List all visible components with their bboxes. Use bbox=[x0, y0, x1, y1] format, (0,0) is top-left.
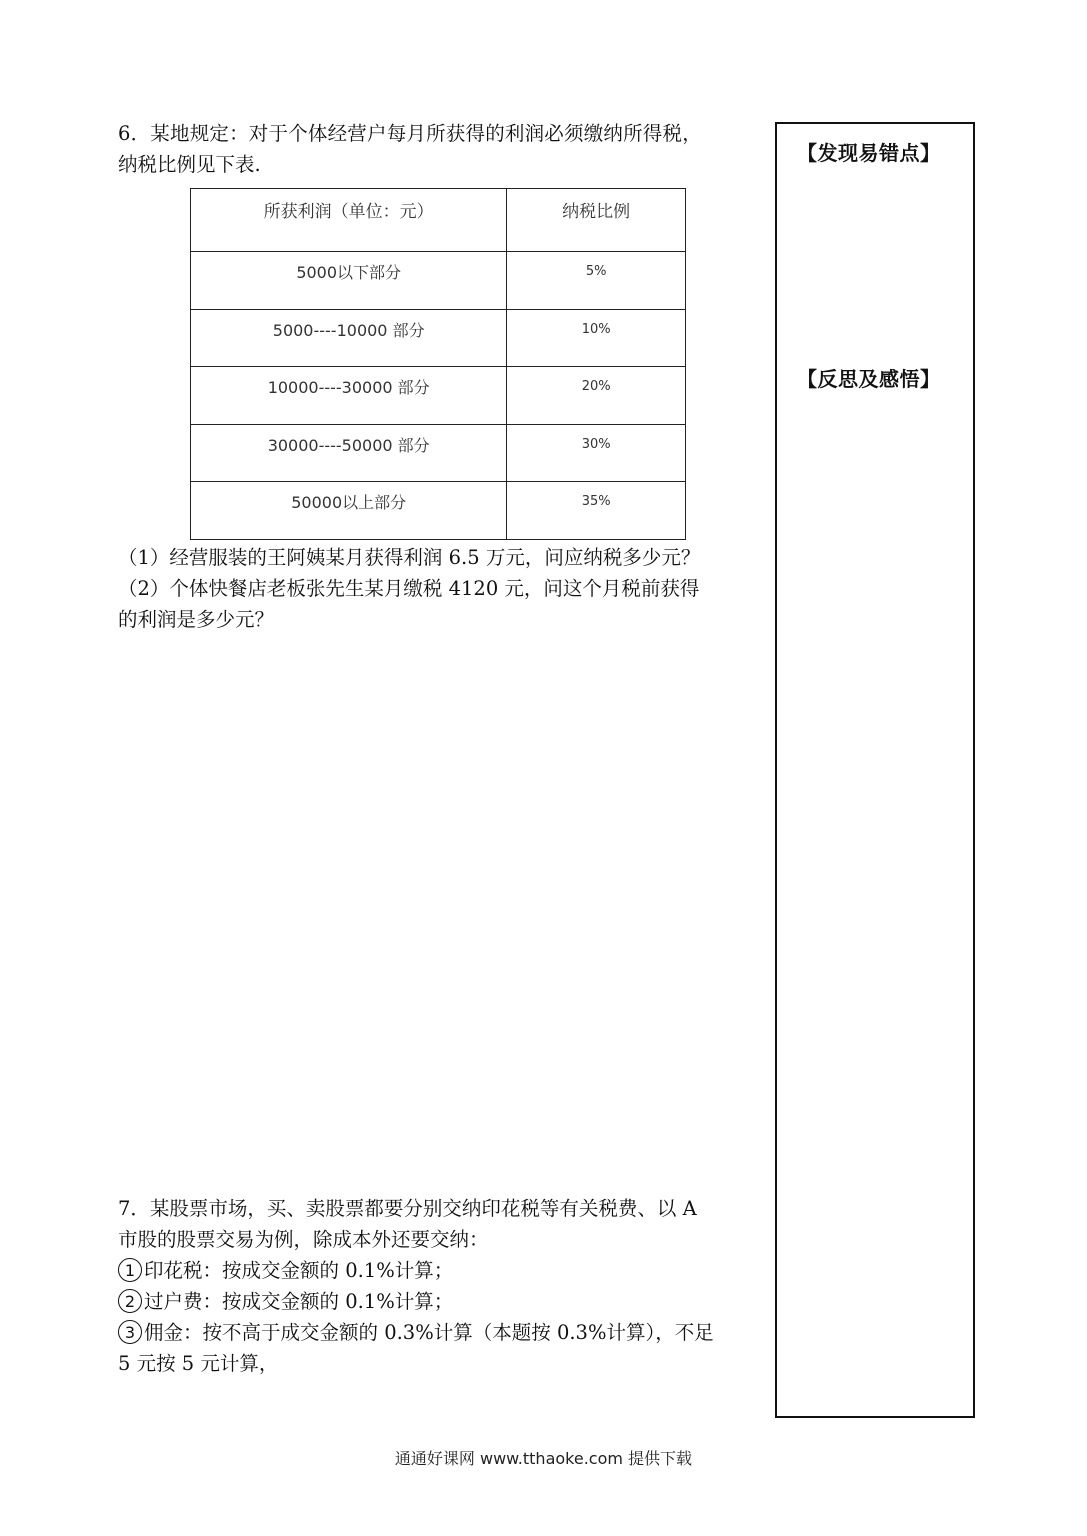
sidebar-heading-reflection: 【反思及感悟】 bbox=[797, 367, 941, 391]
table-row bbox=[191, 424, 686, 482]
page-footer: 通通好课网 www.tthaoke.com 提供下载 bbox=[394, 1449, 693, 1468]
circled-number-3: 3 bbox=[118, 1320, 142, 1344]
table-row bbox=[191, 482, 686, 540]
sidebar-heading-mistakes: 【发现易错点】 bbox=[797, 141, 941, 165]
question-7-last-line: 5 元按 5 元计算， bbox=[118, 1352, 279, 1375]
table-cell-bracket: 30000----50000 部分 bbox=[191, 424, 507, 482]
fee-item-text: 佣金：按不高于成交金额的 0.3%计算（本题按 0.3%计算），不足 bbox=[144, 1321, 714, 1344]
question-7-line-1: 7．某股票市场，买、卖股票都要分别交纳印花税等有关税费、以 A bbox=[118, 1197, 697, 1220]
fee-item-text: 印花税：按成交金额的 0.1%计算； bbox=[144, 1259, 454, 1282]
circled-number-2: 2 bbox=[118, 1289, 142, 1313]
question-7-line-2: 市股的股票交易为例，除成本外还要交纳： bbox=[118, 1228, 489, 1251]
table-cell-bracket: 50000以上部分 bbox=[191, 482, 507, 540]
table-row bbox=[191, 367, 686, 425]
tax-rate-table bbox=[190, 188, 686, 540]
notes-sidebar bbox=[775, 122, 975, 1418]
table-cell-bracket: 5000----10000 部分 bbox=[191, 309, 507, 367]
circled-number-1: 1 bbox=[118, 1258, 142, 1282]
table-header-profit: 所获利润（单位：元） bbox=[191, 189, 507, 252]
question-6-subquestions bbox=[118, 542, 758, 635]
table-row bbox=[191, 309, 686, 367]
subquestion-2-line-2: 的利润是多少元？ bbox=[118, 608, 275, 631]
subquestion-1: （1）经营服装的王阿姨某月获得利润 6.5 万元，问应纳税多少元？ bbox=[118, 546, 701, 569]
table-cell-rate: 5% bbox=[507, 252, 686, 310]
fee-item bbox=[118, 1286, 758, 1317]
question-7 bbox=[118, 1193, 758, 1379]
table-cell-rate: 10% bbox=[507, 309, 686, 367]
table-cell-bracket: 10000----30000 部分 bbox=[191, 367, 507, 425]
question-6-line-1: 6．某地规定：对于个体经营户每月所获得的利润必须缴纳所得税， bbox=[118, 122, 702, 145]
fee-item-text: 过户费：按成交金额的 0.1%计算； bbox=[144, 1290, 454, 1313]
table-row bbox=[191, 252, 686, 310]
table-cell-rate: 35% bbox=[507, 482, 686, 540]
table-cell-rate: 30% bbox=[507, 424, 686, 482]
question-6-line-2: 纳税比例见下表. bbox=[118, 153, 261, 176]
table-header-row bbox=[191, 189, 686, 252]
question-6-intro bbox=[118, 118, 758, 180]
fee-item bbox=[118, 1255, 758, 1286]
subquestion-2-line-1: （2）个体快餐店老板张先生某月缴税 4120 元，问这个月税前获得 bbox=[118, 577, 700, 600]
table-cell-bracket: 5000以下部分 bbox=[191, 252, 507, 310]
table-cell-rate: 20% bbox=[507, 367, 686, 425]
table-header-rate: 纳税比例 bbox=[507, 189, 686, 252]
fee-item bbox=[118, 1317, 758, 1348]
